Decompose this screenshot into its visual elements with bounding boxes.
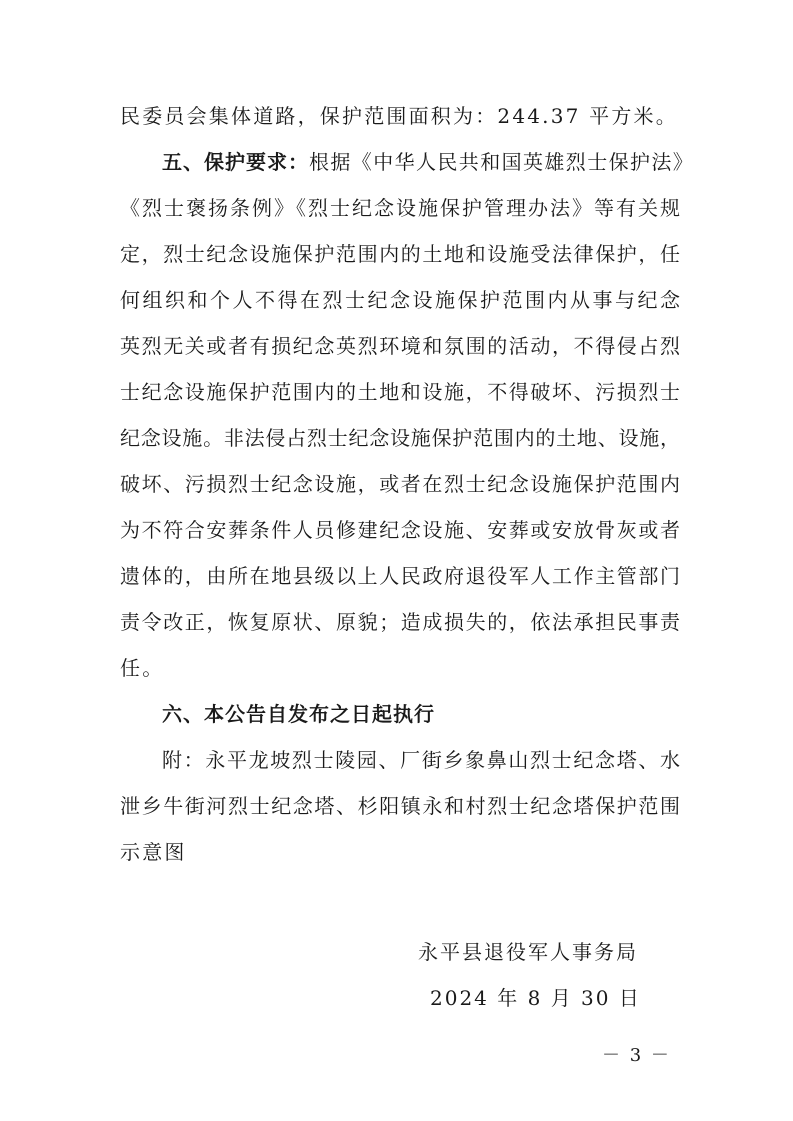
issue-date: 2024 年 8 月 30 日 (430, 986, 641, 1010)
paragraph-line: 遗体的，由所在地县级以上人民政府退役军人工作主管部门 (120, 564, 680, 588)
section-5-text: 根据《中华人民共和国英雄烈士保护法》 (309, 150, 695, 174)
paragraph-line: 纪念设施。非法侵占烈士纪念设施保护范围内的土地、设施， (120, 426, 680, 450)
attachment-line: 泄乡牛街河烈士纪念塔、杉阳镇永和村烈士纪念塔保护范围 (120, 794, 680, 818)
paragraph-line: 责令改正，恢复原状、原貌；造成损失的，依法承担民事责 (120, 610, 680, 634)
attachment-line: 示意图 (120, 840, 187, 864)
section-5-first-line (162, 150, 695, 174)
page-number: － 3 － (602, 1045, 671, 1066)
paragraph-line: 定，烈士纪念设施保护范围内的土地和设施受法律保护，任 (120, 242, 680, 266)
issuer-signature: 永平县退役军人事务局 (418, 940, 638, 964)
paragraph-line: 破坏、污损烈士纪念设施，或者在烈士纪念设施保护范围内 (120, 472, 680, 496)
paragraph-line: 《烈士褒扬条例》《烈士纪念设施保护管理办法》等有关规 (120, 196, 680, 220)
section-5-heading: 五、保护要求： (162, 150, 309, 174)
attachment-line: 附：永平龙坡烈士陵园、厂街乡象鼻山烈士纪念塔、水 (162, 748, 680, 772)
paragraph-line: 任。 (120, 656, 165, 680)
paragraph-line: 民委员会集体道路，保护范围面积为：244.37 平方米。 (120, 104, 678, 128)
paragraph-line: 为不符合安葬条件人员修建纪念设施、安葬或安放骨灰或者 (120, 518, 680, 542)
paragraph-line: 士纪念设施保护范围内的土地和设施，不得破坏、污损烈士 (120, 380, 680, 404)
section-6-heading: 六、本公告自发布之日起执行 (162, 702, 435, 726)
paragraph-line: 何组织和个人不得在烈士纪念设施保护范围内从事与纪念 (120, 288, 680, 312)
paragraph-line: 英烈无关或者有损纪念英烈环境和氛围的活动，不得侵占烈 (120, 334, 680, 358)
